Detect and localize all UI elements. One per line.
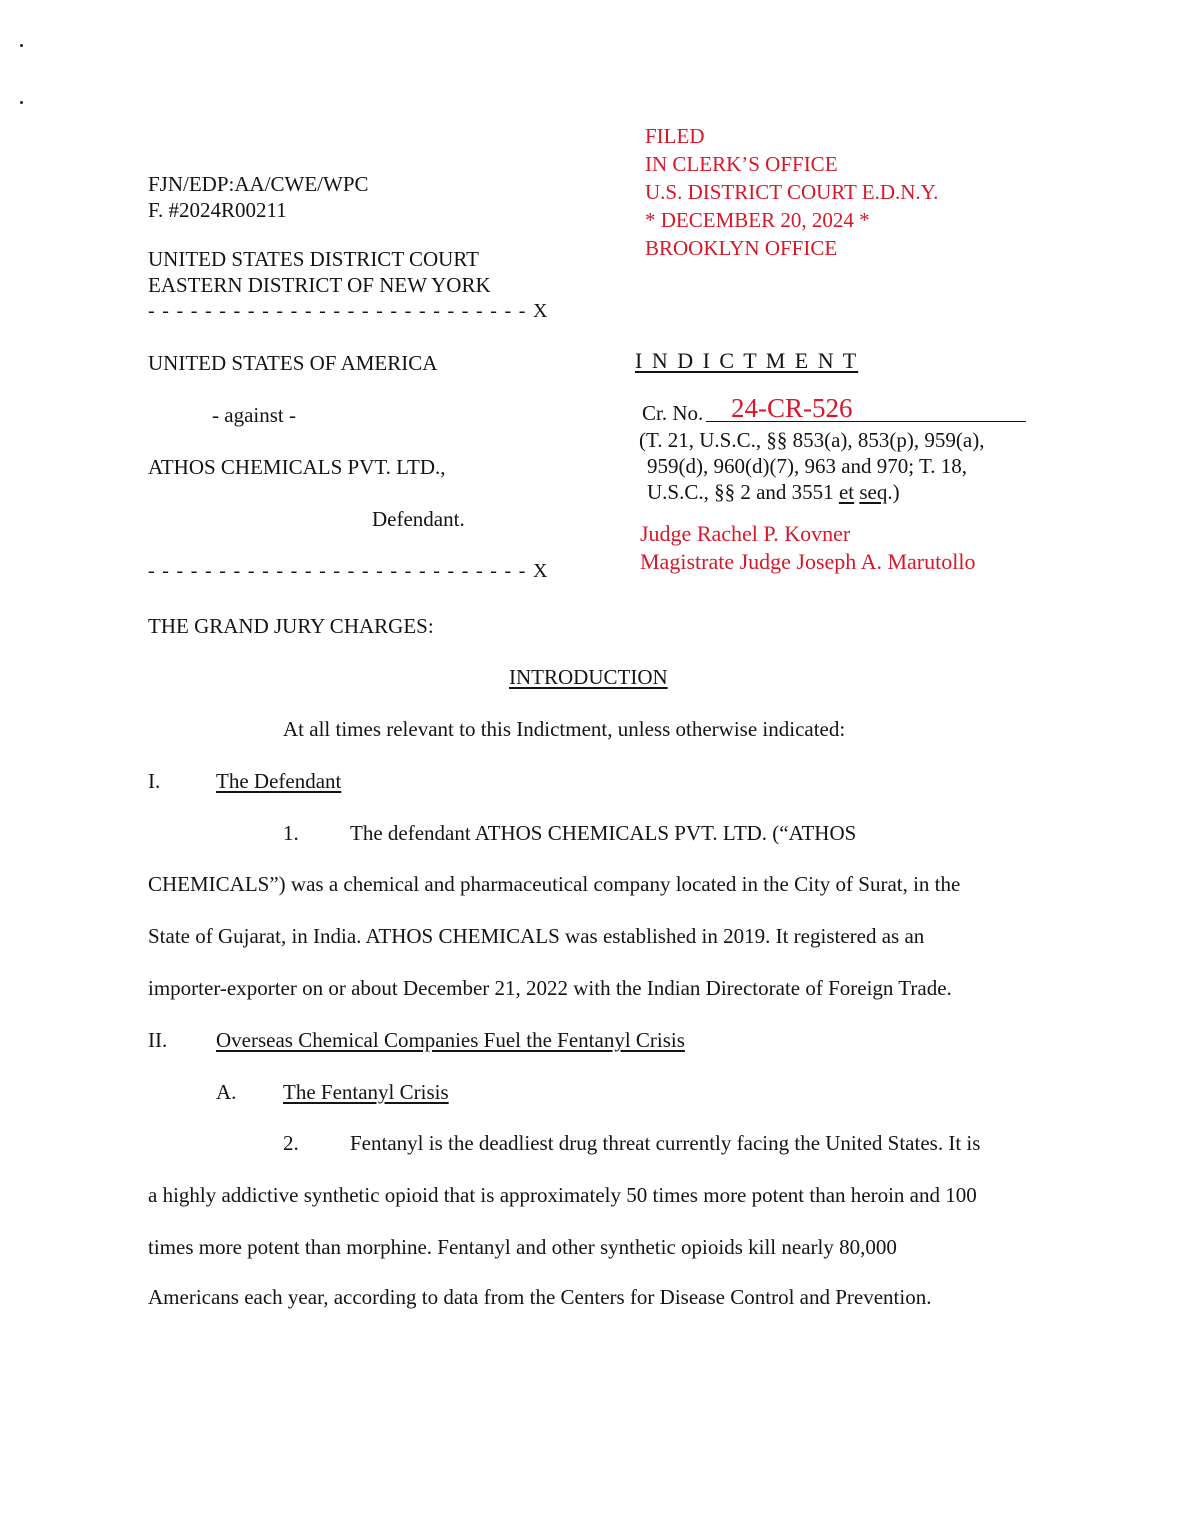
section-2-number: II. <box>148 1028 168 1052</box>
stamp-court: U.S. DISTRICT COURT E.D.N.Y. <box>645 180 939 204</box>
caption-separator-top: - - - - - - - - - - - - - - - - - - - - - - - - - - - X <box>148 300 549 322</box>
paragraph-2-line-2: a highly addictive synthetic opioid that is approximately 50 times more potent than heroin and 100 <box>148 1183 977 1207</box>
subsection-a-number: A. <box>216 1080 237 1104</box>
paragraph-1-line-3: State of Gujarat, in India. ATHOS CHEMICALS was established in 2019. It registered as an <box>148 924 925 948</box>
introduction-heading: INTRODUCTION <box>509 665 668 689</box>
paragraph-1-line-4: importer-exporter on or about December 21, 2022 with the Indian Directorate of Foreign Trade. <box>148 976 952 1000</box>
section-1-title: The Defendant <box>216 769 342 793</box>
case-code: FJN/EDP:AA/CWE/WPC <box>148 172 369 196</box>
defendant-label: Defendant. <box>372 507 465 531</box>
subsection-a-title: The Fentanyl Crisis <box>283 1080 449 1104</box>
indictment-title <box>635 347 858 375</box>
stamp-filed: FILED <box>645 124 705 148</box>
statutes-end: .) <box>887 480 900 504</box>
statutes-line-2: 959(d), 960(d)(7), 963 and 970; T. 18, <box>647 454 968 478</box>
defendant-name: ATHOS CHEMICALS PVT. LTD., <box>148 455 446 479</box>
case-number-label: Cr. No. <box>642 401 704 425</box>
file-number: F. #2024R00211 <box>148 198 287 222</box>
plaintiff-name: UNITED STATES OF AMERICA <box>148 351 438 375</box>
indictment-title-text: I N D I C T M E N T <box>635 348 859 373</box>
paragraph-1-number: 1. <box>283 821 299 845</box>
grand-jury-charges: THE GRAND JURY CHARGES: <box>148 614 434 638</box>
paragraph-1-line-1: The defendant ATHOS CHEMICALS PVT. LTD. (“ATHOS <box>350 821 857 845</box>
scan-speck <box>20 101 23 104</box>
paragraph-2-line-3: times more potent than morphine. Fentanyl and other synthetic opioids kill nearly 80,000 <box>148 1235 897 1259</box>
paragraph-2-line-4: Americans each year, according to data from the Centers for Disease Control and Prevention. <box>148 1285 932 1309</box>
against-label: - against - <box>212 403 296 427</box>
stamp-clerk-office: IN CLERK’S OFFICE <box>645 152 838 176</box>
court-district: EASTERN DISTRICT OF NEW YORK <box>148 273 491 297</box>
introduction-text: At all times relevant to this Indictment, unless otherwise indicated: <box>283 717 846 741</box>
statutes-line-3 <box>647 478 900 506</box>
statutes-seq: seq <box>859 480 888 504</box>
stamp-office: BROOKLYN OFFICE <box>645 236 838 260</box>
stamp-date: * DECEMBER 20, 2024 * <box>645 208 870 232</box>
section-1-number: I. <box>148 769 161 793</box>
statutes-line-3-main: U.S.C., §§ 2 and 3551 <box>647 480 839 504</box>
statutes-line-1: (T. 21, U.S.C., §§ 853(a), 853(p), 959(a), <box>639 428 985 452</box>
paragraph-2-line-1: Fentanyl is the deadliest drug threat currently facing the United States. It is <box>350 1131 981 1155</box>
statutes-et: et <box>838 480 855 504</box>
caption-separator-bottom: - - - - - - - - - - - - - - - - - - - - - - - - - - - X <box>148 560 549 582</box>
case-number-row <box>642 399 703 427</box>
scan-speck <box>20 44 23 47</box>
paragraph-2-number: 2. <box>283 1131 299 1155</box>
case-number-value: 24-CR-526 <box>731 393 853 423</box>
assigned-magistrate: Magistrate Judge Joseph A. Marutollo <box>640 549 976 574</box>
court-name: UNITED STATES DISTRICT COURT <box>148 247 479 271</box>
section-2-title: Overseas Chemical Companies Fuel the Fentanyl Crisis <box>216 1028 685 1052</box>
paragraph-1-line-2: CHEMICALS”) was a chemical and pharmaceutical company located in the City of Surat, in the <box>148 872 961 896</box>
assigned-judge: Judge Rachel P. Kovner <box>640 521 851 546</box>
